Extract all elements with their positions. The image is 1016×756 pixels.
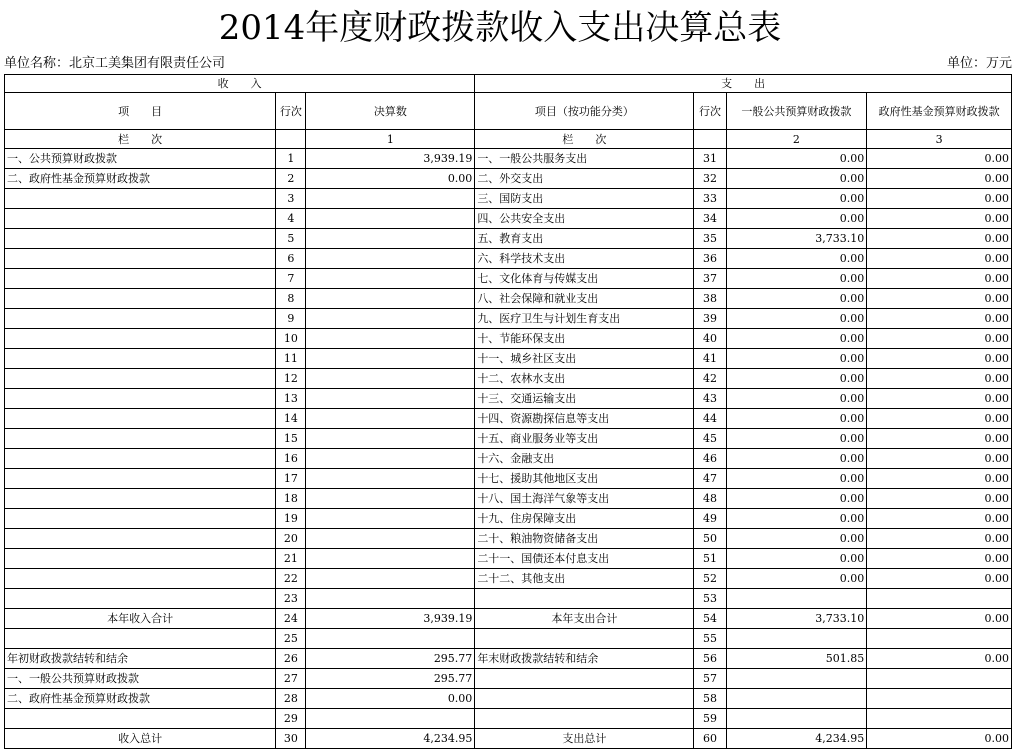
expense-row-no-cell: 56 bbox=[694, 649, 726, 669]
expense-row-no-cell: 48 bbox=[694, 489, 726, 509]
expense-row-no-cell: 55 bbox=[694, 629, 726, 649]
unit-name: 单位名称：北京工美集团有限责任公司 bbox=[4, 56, 226, 71]
column-no-label: 栏 次 bbox=[5, 130, 276, 149]
expense-item-cell: 十六、金融支出 bbox=[475, 449, 694, 469]
income-row-no-cell: 21 bbox=[276, 549, 306, 569]
income-row-no-cell: 22 bbox=[276, 569, 306, 589]
income-item-cell bbox=[5, 289, 276, 309]
general-budget-cell: 0.00 bbox=[726, 569, 867, 589]
general-budget-cell: 0.00 bbox=[726, 349, 867, 369]
income-row-no-cell: 14 bbox=[276, 409, 306, 429]
table-row bbox=[5, 589, 1012, 609]
general-budget-cell: 0.00 bbox=[726, 309, 867, 329]
gov-fund-cell bbox=[867, 629, 1012, 649]
income-amount-cell: 295.77 bbox=[306, 649, 475, 669]
expense-row-no-cell: 50 bbox=[694, 529, 726, 549]
col3-label: 3 bbox=[867, 130, 1012, 149]
income-row-no-cell: 27 bbox=[276, 669, 306, 689]
expense-row-no-cell: 32 bbox=[694, 169, 726, 189]
expense-item-cell bbox=[475, 589, 694, 609]
income-amount-cell bbox=[306, 429, 475, 449]
gov-fund-cell: 0.00 bbox=[867, 449, 1012, 469]
income-row-no-cell: 17 bbox=[276, 469, 306, 489]
expense-row-no-cell: 38 bbox=[694, 289, 726, 309]
expense-item-cell: 三、国防支出 bbox=[475, 189, 694, 209]
expense-item-cell bbox=[475, 629, 694, 649]
income-row-no-cell: 23 bbox=[276, 589, 306, 609]
income-row-no-cell: 4 bbox=[276, 209, 306, 229]
gov-fund-cell: 0.00 bbox=[867, 289, 1012, 309]
income-header: 收 入 bbox=[5, 75, 475, 93]
general-budget-cell: 0.00 bbox=[726, 249, 867, 269]
general-budget-cell: 3,733.10 bbox=[726, 229, 867, 249]
income-row-no-cell: 24 bbox=[276, 609, 306, 629]
income-row-no-cell: 30 bbox=[276, 729, 306, 749]
income-amount-cell bbox=[306, 469, 475, 489]
expense-item-cell bbox=[475, 669, 694, 689]
gov-fund-cell: 0.00 bbox=[867, 329, 1012, 349]
income-amount-cell bbox=[306, 349, 475, 369]
gov-fund-cell: 0.00 bbox=[867, 489, 1012, 509]
general-budget-cell: 0.00 bbox=[726, 429, 867, 449]
general-budget-cell bbox=[726, 629, 867, 649]
income-row-no-cell: 19 bbox=[276, 509, 306, 529]
expense-row-no-cell: 37 bbox=[694, 269, 726, 289]
gov-fund-cell: 0.00 bbox=[867, 409, 1012, 429]
income-amount-cell bbox=[306, 329, 475, 349]
expense-item-cell: 二、外交支出 bbox=[475, 169, 694, 189]
expense-row-no-cell: 52 bbox=[694, 569, 726, 589]
income-amount-cell bbox=[306, 309, 475, 329]
table-row bbox=[5, 329, 1012, 349]
gov-fund-cell: 0.00 bbox=[867, 209, 1012, 229]
general-budget-cell: 501.85 bbox=[726, 649, 867, 669]
table-row bbox=[5, 549, 1012, 569]
income-item-cell bbox=[5, 569, 276, 589]
income-item-cell bbox=[5, 549, 276, 569]
table-row bbox=[5, 609, 1012, 629]
expense-row-no-cell: 35 bbox=[694, 229, 726, 249]
gov-fund-cell: 0.00 bbox=[867, 149, 1012, 169]
expense-item-cell: 支出总计 bbox=[475, 729, 694, 749]
income-amount-cell bbox=[306, 409, 475, 429]
general-budget-cell: 0.00 bbox=[726, 509, 867, 529]
income-row-no-cell: 2 bbox=[276, 169, 306, 189]
expense-row-no-cell: 36 bbox=[694, 249, 726, 269]
income-row-no-cell: 13 bbox=[276, 389, 306, 409]
income-item-cell bbox=[5, 409, 276, 429]
gov-fund-cell: 0.00 bbox=[867, 529, 1012, 549]
income-amount-cell bbox=[306, 189, 475, 209]
expense-item-cell: 年末财政拨款结转和结余 bbox=[475, 649, 694, 669]
expense-item-cell: 十三、交通运输支出 bbox=[475, 389, 694, 409]
general-budget-cell: 0.00 bbox=[726, 489, 867, 509]
row-no2-header: 行次 bbox=[694, 93, 726, 130]
table-row bbox=[5, 489, 1012, 509]
expense-item-cell: 十九、住房保障支出 bbox=[475, 509, 694, 529]
gov-fund-header: 政府性基金预算财政拨款 bbox=[867, 93, 1012, 130]
expense-row-no-cell: 31 bbox=[694, 149, 726, 169]
table-row bbox=[5, 409, 1012, 429]
expense-row-no-cell: 49 bbox=[694, 509, 726, 529]
expense-item-cell: 十一、城乡社区支出 bbox=[475, 349, 694, 369]
general-budget-cell: 0.00 bbox=[726, 549, 867, 569]
expense-row-no-cell: 59 bbox=[694, 709, 726, 729]
expense-row-no-cell: 33 bbox=[694, 189, 726, 209]
income-amount-cell bbox=[306, 629, 475, 649]
table-row bbox=[5, 689, 1012, 709]
income-amount-cell bbox=[306, 249, 475, 269]
general-budget-cell bbox=[726, 689, 867, 709]
income-item-cell bbox=[5, 449, 276, 469]
income-item-cell: 本年收入合计 bbox=[5, 609, 276, 629]
income-row-no-cell: 12 bbox=[276, 369, 306, 389]
gov-fund-cell: 0.00 bbox=[867, 309, 1012, 329]
column-no2-label: 栏 次 bbox=[475, 130, 694, 149]
income-row-no-cell: 16 bbox=[276, 449, 306, 469]
income-item-cell bbox=[5, 249, 276, 269]
general-budget-cell: 0.00 bbox=[726, 369, 867, 389]
expense-row-no-cell: 45 bbox=[694, 429, 726, 449]
income-item-cell: 年初财政拨款结转和结余 bbox=[5, 649, 276, 669]
income-item-cell: 二、政府性基金预算财政拨款 bbox=[5, 169, 276, 189]
income-item-cell bbox=[5, 629, 276, 649]
expense-item-cell: 九、医疗卫生与计划生育支出 bbox=[475, 309, 694, 329]
income-amount-cell: 3,939.19 bbox=[306, 609, 475, 629]
income-amount-cell bbox=[306, 269, 475, 289]
income-item-cell: 二、政府性基金预算财政拨款 bbox=[5, 689, 276, 709]
expense-row-no-cell: 47 bbox=[694, 469, 726, 489]
general-budget-cell: 3,733.10 bbox=[726, 609, 867, 629]
table-row bbox=[5, 369, 1012, 389]
expense-row-no-cell: 57 bbox=[694, 669, 726, 689]
income-item-cell bbox=[5, 349, 276, 369]
income-item-cell bbox=[5, 309, 276, 329]
income-row-no-cell: 15 bbox=[276, 429, 306, 449]
table-row bbox=[5, 729, 1012, 749]
gov-fund-cell: 0.00 bbox=[867, 549, 1012, 569]
expense-item-cell: 二十一、国债还本付息支出 bbox=[475, 549, 694, 569]
general-budget-cell: 0.00 bbox=[726, 189, 867, 209]
expense-row-no-cell: 41 bbox=[694, 349, 726, 369]
income-item-cell: 收入总计 bbox=[5, 729, 276, 749]
general-budget-header: 一般公共预算财政拨款 bbox=[726, 93, 867, 130]
expense-item-cell: 四、公共安全支出 bbox=[475, 209, 694, 229]
income-item-cell: 一、一般公共预算财政拨款 bbox=[5, 669, 276, 689]
expense-row-no-cell: 39 bbox=[694, 309, 726, 329]
expense-item-cell: 十二、农林水支出 bbox=[475, 369, 694, 389]
gov-fund-cell: 0.00 bbox=[867, 469, 1012, 489]
income-amount-cell bbox=[306, 589, 475, 609]
gov-fund-cell: 0.00 bbox=[867, 189, 1012, 209]
expense-row-no-cell: 46 bbox=[694, 449, 726, 469]
table-row bbox=[5, 289, 1012, 309]
unit-label: 单位：万元 bbox=[946, 56, 1012, 71]
gov-fund-cell: 0.00 bbox=[867, 269, 1012, 289]
income-row-no-cell: 6 bbox=[276, 249, 306, 269]
gov-fund-cell: 0.00 bbox=[867, 649, 1012, 669]
table-row bbox=[5, 349, 1012, 369]
general-budget-cell: 0.00 bbox=[726, 209, 867, 229]
income-amount-cell: 3,939.19 bbox=[306, 149, 475, 169]
income-row-no-cell: 28 bbox=[276, 689, 306, 709]
row-no-header: 行次 bbox=[276, 93, 306, 130]
expense-item-cell: 一、一般公共服务支出 bbox=[475, 149, 694, 169]
income-item-cell bbox=[5, 709, 276, 729]
empty-cell bbox=[276, 130, 306, 149]
table-row bbox=[5, 509, 1012, 529]
income-row-no-cell: 11 bbox=[276, 349, 306, 369]
table-row bbox=[5, 229, 1012, 249]
expense-item-cell: 本年支出合计 bbox=[475, 609, 694, 629]
income-amount-cell bbox=[306, 709, 475, 729]
table-row bbox=[5, 389, 1012, 409]
income-item-cell: 一、公共预算财政拨款 bbox=[5, 149, 276, 169]
table-row bbox=[5, 629, 1012, 649]
gov-fund-cell: 0.00 bbox=[867, 609, 1012, 629]
income-row-no-cell: 1 bbox=[276, 149, 306, 169]
general-budget-cell: 4,234.95 bbox=[726, 729, 867, 749]
general-budget-cell: 0.00 bbox=[726, 389, 867, 409]
income-item-cell bbox=[5, 189, 276, 209]
income-item-cell bbox=[5, 529, 276, 549]
income-amount-cell bbox=[306, 229, 475, 249]
gov-fund-cell bbox=[867, 689, 1012, 709]
general-budget-cell: 0.00 bbox=[726, 449, 867, 469]
income-amount-cell: 295.77 bbox=[306, 669, 475, 689]
general-budget-cell: 0.00 bbox=[726, 289, 867, 309]
expense-item-cell: 二十二、其他支出 bbox=[475, 569, 694, 589]
table-row bbox=[5, 169, 1012, 189]
gov-fund-cell: 0.00 bbox=[867, 389, 1012, 409]
table-row bbox=[5, 449, 1012, 469]
gov-fund-cell bbox=[867, 589, 1012, 609]
report-title: 2014年度财政拨款收入支出决算总表 bbox=[218, 8, 782, 48]
table-row bbox=[5, 569, 1012, 589]
income-item-cell bbox=[5, 429, 276, 449]
income-row-no-cell: 8 bbox=[276, 289, 306, 309]
general-budget-cell: 0.00 bbox=[726, 409, 867, 429]
income-item-cell bbox=[5, 229, 276, 249]
expense-row-no-cell: 51 bbox=[694, 549, 726, 569]
table-row bbox=[5, 309, 1012, 329]
gov-fund-cell bbox=[867, 709, 1012, 729]
expense-row-no-cell: 40 bbox=[694, 329, 726, 349]
expense-item-cell: 二十、粮油物资储备支出 bbox=[475, 529, 694, 549]
gov-fund-cell bbox=[867, 669, 1012, 689]
income-item-cell bbox=[5, 369, 276, 389]
expense-header: 支 出 bbox=[475, 75, 1012, 93]
income-item-cell bbox=[5, 269, 276, 289]
col2-label: 2 bbox=[726, 130, 867, 149]
income-amount-cell bbox=[306, 489, 475, 509]
expense-row-no-cell: 58 bbox=[694, 689, 726, 709]
general-budget-cell: 0.00 bbox=[726, 329, 867, 349]
income-item-cell bbox=[5, 209, 276, 229]
expense-row-no-cell: 34 bbox=[694, 209, 726, 229]
expense-row-no-cell: 53 bbox=[694, 589, 726, 609]
income-row-no-cell: 10 bbox=[276, 329, 306, 349]
income-row-no-cell: 7 bbox=[276, 269, 306, 289]
item-by-function-header: 项目（按功能分类） bbox=[475, 93, 694, 130]
income-row-no-cell: 25 bbox=[276, 629, 306, 649]
income-amount-cell: 0.00 bbox=[306, 169, 475, 189]
income-amount-cell bbox=[306, 289, 475, 309]
income-amount-cell bbox=[306, 209, 475, 229]
income-row-no-cell: 29 bbox=[276, 709, 306, 729]
table-row bbox=[5, 709, 1012, 729]
empty-cell bbox=[694, 130, 726, 149]
table-row bbox=[5, 649, 1012, 669]
gov-fund-cell: 0.00 bbox=[867, 229, 1012, 249]
expense-row-no-cell: 42 bbox=[694, 369, 726, 389]
general-budget-cell: 0.00 bbox=[726, 169, 867, 189]
table-row bbox=[5, 269, 1012, 289]
expense-item-cell bbox=[475, 689, 694, 709]
expense-row-no-cell: 44 bbox=[694, 409, 726, 429]
income-amount-cell bbox=[306, 529, 475, 549]
table-row bbox=[5, 469, 1012, 489]
general-budget-cell bbox=[726, 589, 867, 609]
expense-item-cell: 十、节能环保支出 bbox=[475, 329, 694, 349]
table-row bbox=[5, 249, 1012, 269]
income-item-cell bbox=[5, 329, 276, 349]
gov-fund-cell: 0.00 bbox=[867, 729, 1012, 749]
expense-row-no-cell: 54 bbox=[694, 609, 726, 629]
col1-label: 1 bbox=[306, 130, 475, 149]
table-row bbox=[5, 529, 1012, 549]
income-item-cell bbox=[5, 589, 276, 609]
income-item-cell bbox=[5, 509, 276, 529]
gov-fund-cell: 0.00 bbox=[867, 369, 1012, 389]
expense-item-cell: 十八、国土海洋气象等支出 bbox=[475, 489, 694, 509]
income-item-cell bbox=[5, 489, 276, 509]
expense-item-cell bbox=[475, 709, 694, 729]
income-item-cell bbox=[5, 469, 276, 489]
gov-fund-cell: 0.00 bbox=[867, 349, 1012, 369]
expense-row-no-cell: 60 bbox=[694, 729, 726, 749]
gov-fund-cell: 0.00 bbox=[867, 249, 1012, 269]
budget-table bbox=[4, 74, 1012, 749]
expense-item-cell: 七、文化体育与传媒支出 bbox=[475, 269, 694, 289]
general-budget-cell: 0.00 bbox=[726, 149, 867, 169]
income-amount-cell bbox=[306, 369, 475, 389]
expense-item-cell: 六、科学技术支出 bbox=[475, 249, 694, 269]
table-row bbox=[5, 189, 1012, 209]
income-item-cell bbox=[5, 389, 276, 409]
general-budget-cell: 0.00 bbox=[726, 269, 867, 289]
income-amount-cell bbox=[306, 569, 475, 589]
general-budget-cell bbox=[726, 669, 867, 689]
general-budget-cell: 0.00 bbox=[726, 529, 867, 549]
table-row bbox=[5, 429, 1012, 449]
gov-fund-cell: 0.00 bbox=[867, 429, 1012, 449]
gov-fund-cell: 0.00 bbox=[867, 169, 1012, 189]
income-row-no-cell: 20 bbox=[276, 529, 306, 549]
table-row bbox=[5, 149, 1012, 169]
gov-fund-cell: 0.00 bbox=[867, 569, 1012, 589]
gov-fund-cell: 0.00 bbox=[867, 509, 1012, 529]
table-row bbox=[5, 209, 1012, 229]
general-budget-cell bbox=[726, 709, 867, 729]
income-amount-cell bbox=[306, 449, 475, 469]
income-row-no-cell: 26 bbox=[276, 649, 306, 669]
income-amount-cell: 4,234.95 bbox=[306, 729, 475, 749]
final-amount-header: 决算数 bbox=[306, 93, 475, 130]
income-row-no-cell: 18 bbox=[276, 489, 306, 509]
income-amount-cell: 0.00 bbox=[306, 689, 475, 709]
expense-item-cell: 五、教育支出 bbox=[475, 229, 694, 249]
expense-item-cell: 十五、商业服务业等支出 bbox=[475, 429, 694, 449]
expense-row-no-cell: 43 bbox=[694, 389, 726, 409]
income-row-no-cell: 3 bbox=[276, 189, 306, 209]
income-amount-cell bbox=[306, 549, 475, 569]
general-budget-cell: 0.00 bbox=[726, 469, 867, 489]
table-row bbox=[5, 669, 1012, 689]
item-header: 项 目 bbox=[5, 93, 276, 130]
income-row-no-cell: 5 bbox=[276, 229, 306, 249]
expense-item-cell: 十四、资源勘探信息等支出 bbox=[475, 409, 694, 429]
expense-item-cell: 八、社会保障和就业支出 bbox=[475, 289, 694, 309]
income-row-no-cell: 9 bbox=[276, 309, 306, 329]
income-amount-cell bbox=[306, 389, 475, 409]
income-amount-cell bbox=[306, 509, 475, 529]
expense-item-cell: 十七、援助其他地区支出 bbox=[475, 469, 694, 489]
